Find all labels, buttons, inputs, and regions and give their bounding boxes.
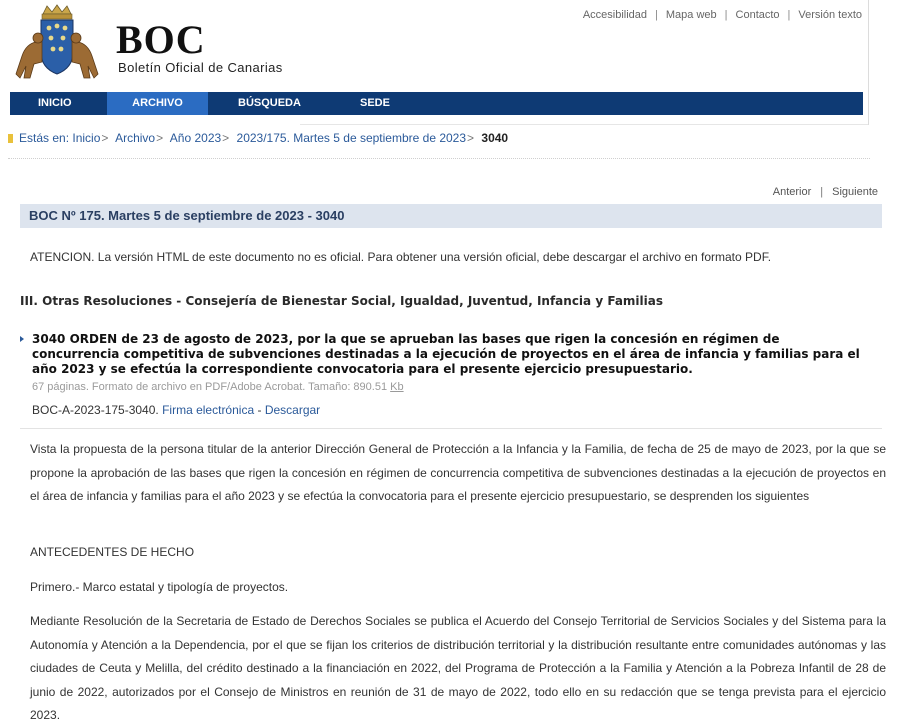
divider bbox=[20, 428, 882, 429]
breadcrumb-arrow: > bbox=[467, 131, 475, 145]
document-code: BOC-A-2023-175-3040. bbox=[32, 403, 159, 417]
document-links bbox=[32, 403, 320, 417]
separator: | bbox=[655, 9, 658, 21]
body-paragraph: Primero.- Marco estatal y tipología de proyectos. bbox=[30, 580, 289, 594]
breadcrumb-year[interactable]: Año 2023 bbox=[169, 131, 222, 145]
download-link[interactable]: Descargar bbox=[264, 403, 321, 417]
breadcrumb-prefix: Estás en: bbox=[19, 131, 70, 145]
breadcrumb bbox=[8, 131, 508, 145]
text-version-link[interactable]: Versión texto bbox=[798, 9, 862, 21]
document-meta bbox=[32, 381, 404, 393]
section-heading: ANTECEDENTES DE HECHO bbox=[30, 545, 195, 559]
site-title: BOC bbox=[116, 17, 206, 62]
site-header bbox=[0, 0, 900, 125]
document-title: 3040 ORDEN de 23 de agosto de 2023, por la que se aprueban las bases que rigen la concesión en régimen de concurrencia competitiva de subvenciones destinadas a la ejecución de proyectos en el área de infancia y familias para el año 2023 y se efectúa la correspondiente convocatoria para el presente ejercicio presupuestario. bbox=[32, 332, 860, 376]
previous-link[interactable]: Anterior bbox=[772, 186, 812, 198]
nav-item-archivo[interactable]: ARCHIVO bbox=[107, 92, 208, 115]
site-subtitle: Boletín Oficial de Canarias bbox=[118, 60, 283, 75]
header-bottom-border bbox=[300, 124, 868, 125]
body-paragraph: Vista la propuesta de la persona titular de la anterior Dirección General de Protección a la Infancia y la Familia, de fecha de 25 de mayo de 2023, por la que se propone la aprobación de las bases que rigen la concesión en régimen de concurrencia competitiva de subvenciones destinadas a la ejecución de proyectos en el área de infancia y familias para el año 2023 y se efectúa la convocatoria para el presente ejercicio presupuestario, se desprenden los siguientes bbox=[30, 442, 886, 503]
separator: | bbox=[724, 9, 728, 21]
separator: | bbox=[820, 186, 824, 198]
divider bbox=[8, 158, 870, 159]
document-size-unit: Kb bbox=[390, 381, 404, 393]
issue-title: BOC Nº 175. Martes 5 de septiembre de 2023 - 3040 bbox=[29, 208, 345, 223]
top-links bbox=[583, 9, 862, 21]
nav-item-inicio[interactable]: INICIO bbox=[38, 97, 72, 109]
pager bbox=[773, 186, 878, 198]
next-link[interactable]: Siguiente bbox=[832, 186, 878, 198]
main-nav bbox=[10, 92, 863, 115]
issue-title-bar bbox=[20, 204, 882, 228]
non-official-notice: ATENCION. La versión HTML de este documento no es oficial. Para obtener una versión oficial, debe descargar el archivo en formato PDF. bbox=[30, 250, 772, 264]
document-meta-text: 67 páginas. Formato de archivo en PDF/Adobe Acrobat. Tamaño: 890.51 bbox=[32, 381, 388, 393]
nav-item-sede[interactable]: SEDE bbox=[360, 97, 390, 109]
breadcrumb-inicio[interactable]: Inicio bbox=[72, 131, 101, 145]
breadcrumb-arrow: > bbox=[101, 131, 109, 145]
sitemap-link[interactable]: Mapa web bbox=[665, 9, 717, 21]
nav-item-busqueda[interactable]: BÚSQUEDA bbox=[238, 97, 301, 109]
body-paragraph: Mediante Resolución de la Secretaria de Estado de Derechos Sociales se publica el Acuerdo del Consejo Territorial de Servicios Sociales y del Sistema para la Autonomía y Atención a la Dependencia, por el que se fijan los criterios de distribución territorial y la distribución resultante entre comunidades autónomas y las ciudades de Ceuta y Melilla, del crédito destinado a la financiación en 2022, del Programa de Protección a la Familia y Atención a la Pobreza Infantil de 28 de junio de 2022, autorizados por el Consejo de Ministros en reunión de 31 de mayo de 2022, todo ello en su redacción que se tenga prevista para el ejercicio 2023. bbox=[30, 614, 886, 722]
header-right-border bbox=[868, 0, 869, 125]
separator: | bbox=[787, 9, 791, 21]
breadcrumb-issue[interactable]: 2023/175. Martes 5 de septiembre de 2023 bbox=[236, 131, 467, 145]
breadcrumb-arrow: > bbox=[222, 131, 230, 145]
section-title: III. Otras Resoluciones - Consejería de Bienestar Social, Igualdad, Juventud, Infancia y Familias bbox=[20, 294, 663, 308]
breadcrumb-current: 3040 bbox=[481, 131, 509, 145]
link-separator: - bbox=[257, 403, 262, 417]
breadcrumb-archivo[interactable]: Archivo bbox=[115, 131, 156, 145]
canarias-coat-of-arms-logo[interactable] bbox=[8, 4, 106, 82]
breadcrumb-arrow: > bbox=[156, 131, 164, 145]
breadcrumb-bullet-icon bbox=[8, 134, 13, 143]
accessibility-link[interactable]: Accesibilidad bbox=[582, 9, 648, 21]
contact-link[interactable]: Contacto bbox=[735, 9, 780, 21]
bullet-arrow-icon bbox=[20, 336, 24, 342]
electronic-signature-link[interactable]: Firma electrónica bbox=[162, 403, 255, 417]
